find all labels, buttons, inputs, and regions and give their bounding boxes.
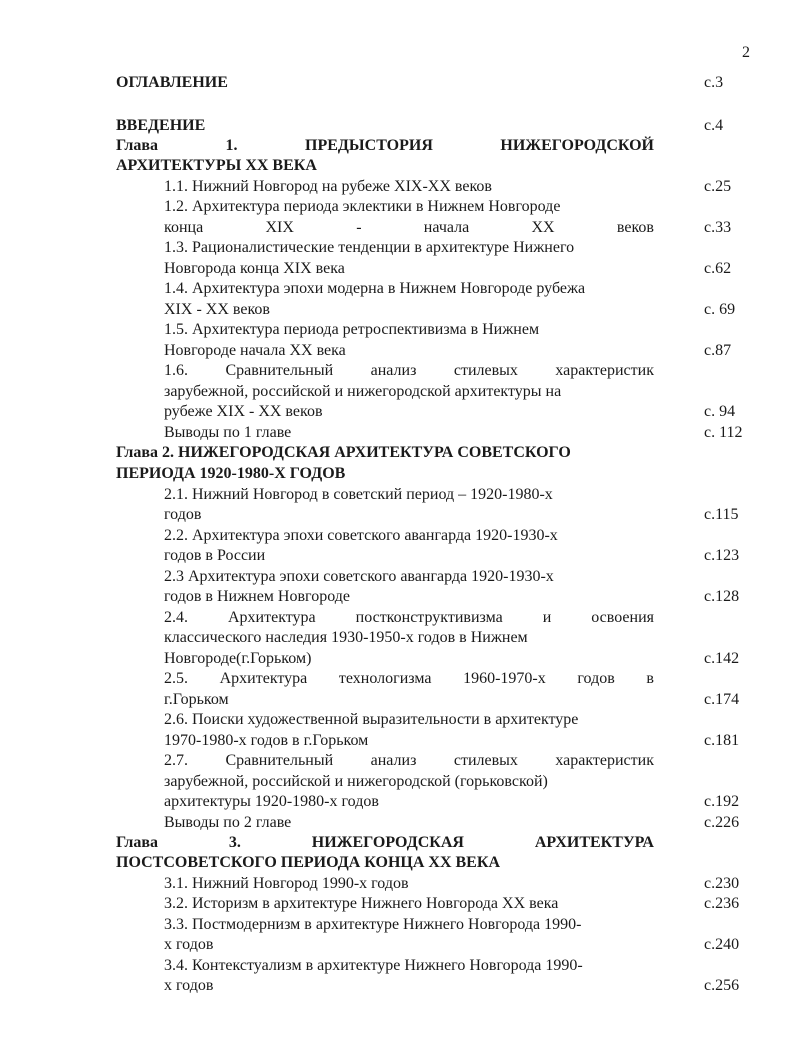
- toc-chapter2-conclusions-page: с.226: [704, 814, 740, 831]
- toc-entry-1-6-line3: рубеже XIX - XX веков: [164, 403, 323, 420]
- toc-entry-2-6-line2: 1970-1980-х годов в г.Горьком: [164, 732, 369, 749]
- toc-entry-2-5-page: с.174: [704, 691, 740, 708]
- toc-entry-2-6-page: с.181: [704, 732, 740, 749]
- toc-entry-3-1: 3.1. Нижний Новгород 1990-х годов: [164, 875, 409, 892]
- toc-entry-2-1-line2: годов: [164, 506, 202, 523]
- toc-entry-1-5-line2: Новгороде начала XX века: [164, 342, 346, 359]
- toc-entry-1-4-page: с. 69: [704, 301, 736, 318]
- toc-entry-2-3-line2: годов в Нижнем Новгороде: [164, 588, 350, 605]
- toc-entry-1-6-line2: зарубежной, российской и нижегородской архитектуры на: [164, 383, 562, 400]
- toc-entry-2-1: 2.1. Нижний Новгород в советский период – 1920-1980-х: [164, 486, 553, 503]
- toc-entry-2-3-page: с.128: [704, 588, 740, 605]
- toc-chapter2-conclusions: Выводы по 2 главе: [164, 814, 292, 831]
- toc-entry-1-2: 1.2. Архитектура периода эклектики в Нижнем Новгороде: [164, 198, 561, 215]
- toc-entry-1-1-page: с.25: [704, 178, 732, 195]
- toc-entry-1-6-page: с. 94: [704, 403, 736, 420]
- toc-entry-2-1-page: с.115: [704, 506, 739, 523]
- toc-entry-2-2-page: с.123: [704, 547, 740, 564]
- toc-entry-1-3-line2: Новгорода конца XIX века: [164, 260, 345, 277]
- toc-entry-1-2-line2: конца XIX - начала XX веков: [164, 219, 654, 236]
- toc-entry-2-5: 2.5. Архитектура технологизма 1960-1970-х годов в: [164, 670, 654, 687]
- toc-contents-page: с.3: [704, 74, 724, 91]
- toc-entry-3-3: 3.3. Постмодернизм в архитектуре Нижнего Новгорода 1990-: [164, 916, 582, 933]
- toc-entry-2-7: 2.7. Сравнительный анализ стилевых характеристик: [164, 752, 654, 769]
- page-number: 2: [742, 44, 750, 61]
- toc-entry-1-1: 1.1. Нижний Новгород на рубеже XIX-XX веков: [164, 178, 492, 195]
- toc-entry-1-5-page: с.87: [704, 342, 732, 359]
- toc-entry-2-7-page: с.192: [704, 793, 740, 810]
- toc-entry-1-6: 1.6. Сравнительный анализ стилевых характеристик: [164, 362, 654, 379]
- chapter1-heading: Глава 1. ПРЕДЫСТОРИЯ НИЖЕГОРОДСКОЙ: [116, 137, 654, 154]
- toc-entry-1-2-page: с.33: [704, 219, 732, 236]
- toc-entry-3-1-page: с.230: [704, 875, 740, 892]
- toc-entry-2-7-line2: зарубежной, российской и нижегородской (горьковской): [164, 773, 548, 790]
- toc-entry-3-4: 3.4. Контекстуализм в архитектуре Нижнего Новгорода 1990-: [164, 957, 583, 974]
- toc-entry-1-5: 1.5. Архитектура периода ретроспективизма в Нижнем: [164, 321, 540, 338]
- toc-entry-3-2: 3.2. Историзм в архитектуре Нижнего Новгорода XX века: [164, 895, 559, 912]
- toc-entry-1-3: 1.3. Рационалистические тенденции в архитектуре Нижнего: [164, 239, 575, 256]
- toc-entry-3-3-line2: х годов: [164, 936, 214, 953]
- toc-entry-2-7-line3: архитектуры 1920-1980-х годов: [164, 793, 379, 810]
- toc-entry-2-3: 2.3 Архитектура эпохи советского авангарда 1920-1930-х: [164, 568, 554, 585]
- toc-entry-3-3-page: с.240: [704, 936, 740, 953]
- toc-intro-title: ВВЕДЕНИЕ: [116, 117, 206, 134]
- toc-entry-2-2-line2: годов в России: [164, 547, 266, 564]
- chapter3-heading: Глава 3. НИЖЕГОРОДСКАЯ АРХИТЕКТУРА: [116, 834, 654, 851]
- toc-entry-2-5-line2: г.Горьком: [164, 691, 229, 708]
- toc-entry-2-2: 2.2. Архитектура эпохи советского авангарда 1920-1930-х: [164, 527, 558, 544]
- toc-contents-title: ОГЛАВЛЕНИЕ: [116, 74, 228, 91]
- toc-entry-3-2-page: с.236: [704, 895, 740, 912]
- toc-intro-page: с.4: [704, 117, 724, 134]
- toc-entry-2-4: 2.4. Архитектура постконструктивизма и освоения: [164, 609, 654, 626]
- toc-entry-2-4-line3: Новгороде(г.Горьком): [164, 650, 312, 667]
- chapter2-heading-line2: ПЕРИОДА 1920-1980-Х ГОДОВ: [116, 465, 346, 482]
- toc-entry-3-4-line2: х годов: [164, 977, 214, 994]
- toc-entry-2-4-line2: классического наследия 1930-1950-х годов в Нижнем: [164, 629, 528, 646]
- toc-entry-1-3-page: с.62: [704, 260, 732, 277]
- toc-entry-2-6: 2.6. Поиски художественной выразительности в архитектуре: [164, 711, 579, 728]
- toc-entry-1-4: 1.4. Архитектура эпохи модерна в Нижнем Новгороде рубежа: [164, 280, 586, 297]
- toc-entry-2-4-page: с.142: [704, 650, 740, 667]
- toc-entry-1-4-line2: XIX - XX веков: [164, 301, 270, 318]
- toc-chapter1-conclusions-page: с. 112: [704, 424, 743, 441]
- toc-entry-3-4-page: с.256: [704, 977, 740, 994]
- chapter3-heading-line2: ПОСТСОВЕТСКОГО ПЕРИОДА КОНЦА XX ВЕКА: [116, 854, 501, 871]
- chapter2-heading: Глава 2. НИЖЕГОРОДСКАЯ АРХИТЕКТУРА СОВЕТСКОГО: [116, 444, 571, 461]
- chapter1-heading-line2: АРХИТЕКТУРЫ XX ВЕКА: [116, 157, 317, 174]
- toc-chapter1-conclusions: Выводы по 1 главе: [164, 424, 292, 441]
